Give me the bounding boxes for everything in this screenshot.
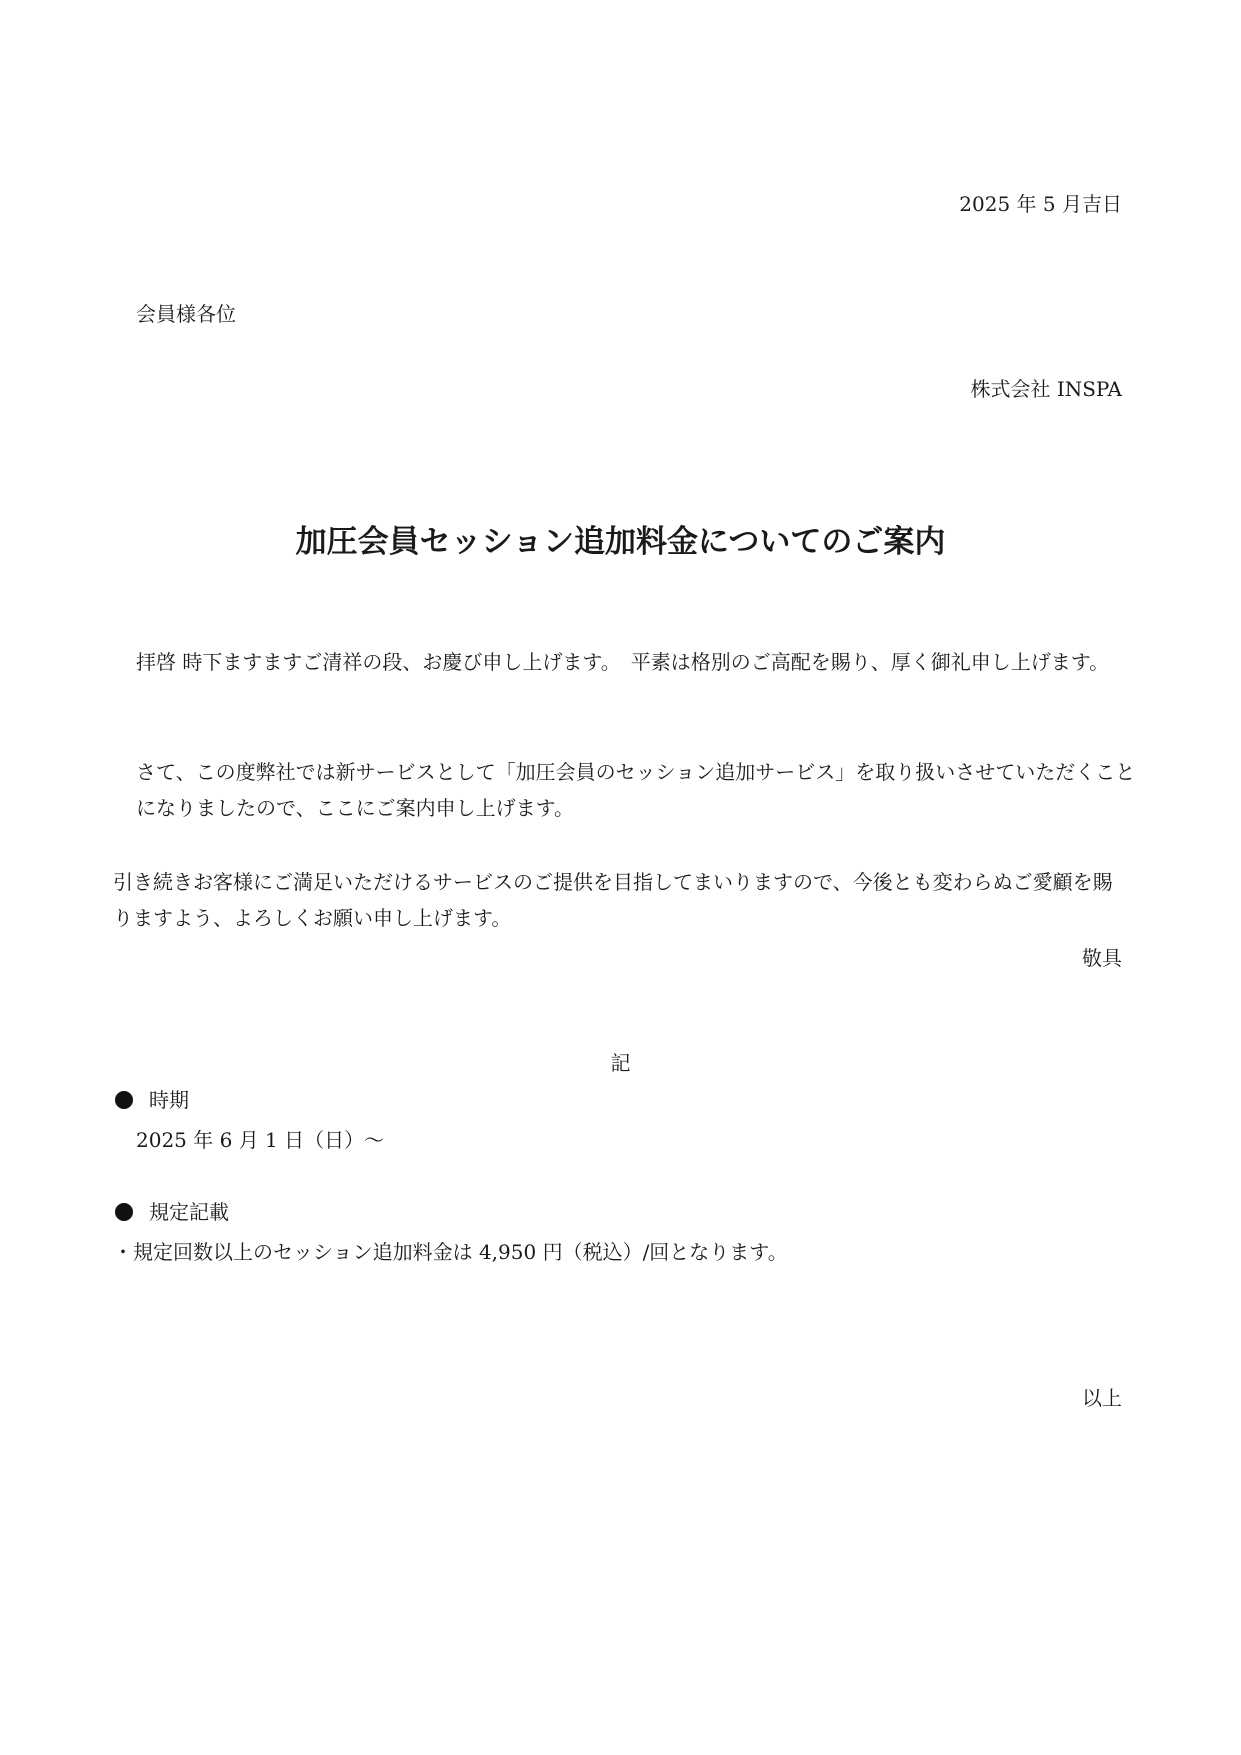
document-title: 加圧会員セッション追加料金についてのご案内 <box>295 524 946 560</box>
section-rules-label: 規定記載 <box>149 1200 229 1224</box>
section-period-value: 2025 年 6 月 1 日（日）～ <box>136 1128 385 1152</box>
announcement-paragraph: さて、この度弊社では新サービスとして「加圧会員のセッション追加サービス」を取り扱いさせていただくことになりましたので、ここにご案内申し上げます。 <box>136 760 1136 820</box>
section-period <box>113 1082 189 1118</box>
letter-date: 2025 年 5 月吉日 <box>959 192 1122 216</box>
bullet-icon <box>115 1091 133 1109</box>
greeting-paragraph: 拝啓 時下ますますご清祥の段、お慶び申し上げます。 平素は格別のご高配を賜り、厚く御礼申し上げます。 <box>136 650 1110 674</box>
letter-recipient: 会員様各位 <box>136 302 236 326</box>
letter-sender: 株式会社 INSPA <box>970 377 1122 401</box>
appreciation-paragraph: 引き続きお客様にご満足いただけるサービスのご提供を目指してまいりますので、今後とも変わらぬご愛顧を賜りますよう、よろしくお願い申し上げます。 <box>113 870 1113 930</box>
section-period-label: 時期 <box>149 1088 189 1112</box>
details-heading: 記 <box>610 1051 631 1075</box>
bullet-icon <box>115 1203 133 1221</box>
end-mark: 以上 <box>1082 1386 1122 1410</box>
closing-word: 敬具 <box>1082 946 1122 970</box>
section-rules-value: ・規定回数以上のセッション追加料金は 4,950 円（税込）/回となります。 <box>113 1240 788 1264</box>
section-rules <box>113 1194 229 1230</box>
